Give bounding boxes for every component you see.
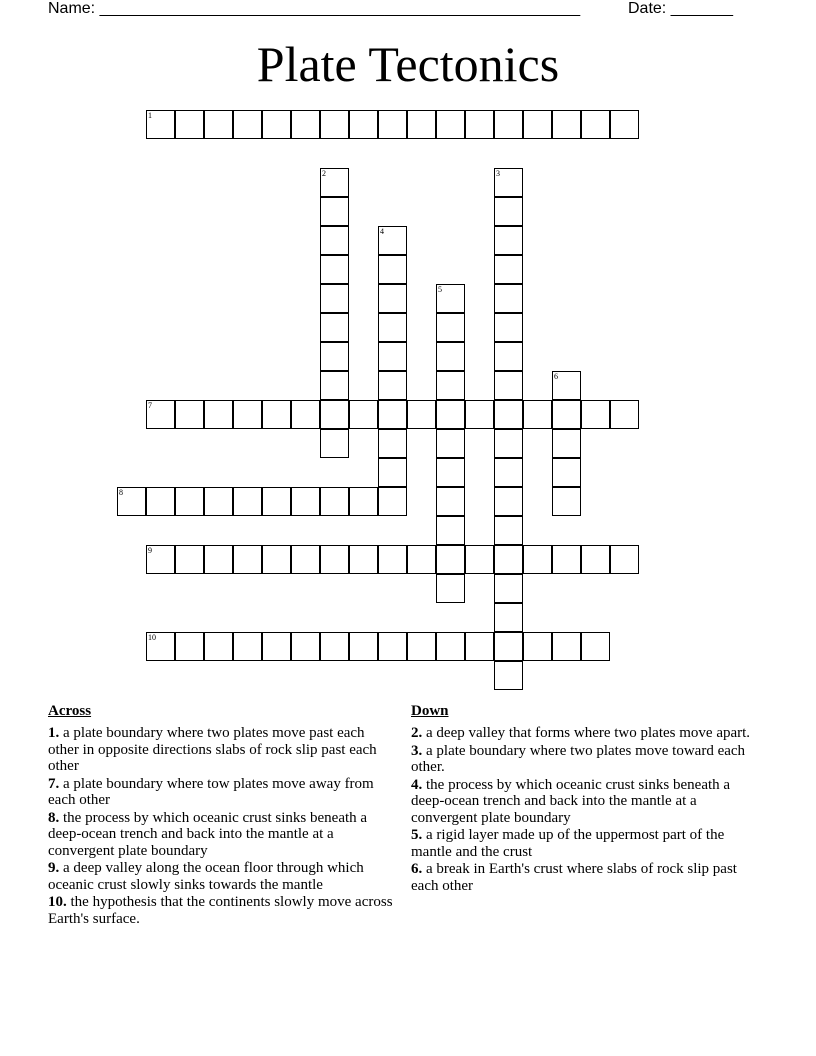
crossword-cell[interactable] (494, 458, 523, 487)
crossword-cell[interactable] (175, 545, 204, 574)
clue-number: 10. (48, 894, 67, 910)
down-clue-list (411, 725, 756, 894)
crossword-cell[interactable] (291, 487, 320, 516)
crossword-cell[interactable] (552, 487, 581, 516)
crossword-cell[interactable] (146, 110, 175, 139)
crossword-cell[interactable] (349, 545, 378, 574)
date-field[interactable]: Date: _______ (628, 0, 733, 17)
crossword-cell[interactable] (146, 632, 175, 661)
crossword-cell[interactable] (436, 632, 465, 661)
crossword-cell[interactable] (494, 603, 523, 632)
crossword-cell[interactable] (320, 226, 349, 255)
crossword-cell[interactable] (320, 110, 349, 139)
across-clue-list (48, 725, 398, 927)
down-clue (411, 827, 756, 860)
crossword-cell[interactable] (262, 400, 291, 429)
crossword-cell[interactable] (436, 313, 465, 342)
clue-text: a rigid layer made up of the uppermost part of the mantle and the crust (411, 827, 725, 860)
crossword-cell[interactable] (320, 255, 349, 284)
across-clue (48, 725, 398, 775)
crossword-cell[interactable] (465, 110, 494, 139)
crossword-cell[interactable] (320, 429, 349, 458)
clue-number-label: 1 (148, 111, 152, 120)
crossword-cell[interactable] (146, 487, 175, 516)
crossword-cell[interactable] (291, 632, 320, 661)
crossword-cell[interactable] (378, 487, 407, 516)
crossword-cell[interactable] (523, 632, 552, 661)
crossword-cell[interactable] (494, 342, 523, 371)
clue-text: a plate boundary where two plates move toward each other. (411, 742, 746, 775)
across-clues (48, 702, 398, 928)
crossword-cell[interactable] (494, 429, 523, 458)
crossword-cell[interactable] (552, 110, 581, 139)
crossword-cell[interactable] (378, 400, 407, 429)
crossword-cell[interactable] (494, 545, 523, 574)
crossword-cell[interactable] (204, 487, 233, 516)
crossword-cell[interactable] (291, 110, 320, 139)
crossword-cell[interactable] (320, 371, 349, 400)
crossword-cell[interactable] (349, 487, 378, 516)
crossword-cell[interactable] (378, 458, 407, 487)
crossword-cell[interactable] (378, 313, 407, 342)
crossword-cell[interactable] (552, 400, 581, 429)
crossword-cell[interactable] (378, 342, 407, 371)
down-clue (411, 743, 756, 776)
clue-number-label: 10 (148, 633, 156, 642)
crossword-cell[interactable] (262, 545, 291, 574)
crossword-cell[interactable] (610, 110, 639, 139)
clue-number: 6. (411, 861, 423, 877)
crossword-cell[interactable] (552, 371, 581, 400)
crossword-cell[interactable] (175, 632, 204, 661)
crossword-cell[interactable] (320, 197, 349, 226)
crossword-cell[interactable] (291, 400, 320, 429)
crossword-cell[interactable] (581, 110, 610, 139)
crossword-cell[interactable] (436, 458, 465, 487)
crossword-cell[interactable] (581, 545, 610, 574)
crossword-cell[interactable] (436, 110, 465, 139)
crossword-cell[interactable] (378, 371, 407, 400)
crossword-cell[interactable] (233, 632, 262, 661)
clue-number: 4. (411, 776, 423, 793)
crossword-cell[interactable] (204, 545, 233, 574)
crossword-cell[interactable] (407, 400, 436, 429)
crossword-cell[interactable] (204, 110, 233, 139)
clue-text: the process by which oceanic crust sinks beneath a deep-ocean trench and back into the mantle at a convergent plate boundary (48, 809, 368, 859)
clue-number: 5. (411, 827, 423, 843)
crossword-cell[interactable] (320, 313, 349, 342)
crossword-cell[interactable] (610, 545, 639, 574)
crossword-cell[interactable] (436, 284, 465, 313)
crossword-cell[interactable] (494, 110, 523, 139)
crossword-cell[interactable] (494, 574, 523, 603)
crossword-cell[interactable] (146, 400, 175, 429)
crossword-cell[interactable] (552, 458, 581, 487)
crossword-cell[interactable] (494, 487, 523, 516)
crossword-cell[interactable] (610, 400, 639, 429)
crossword-cell[interactable] (494, 255, 523, 284)
clue-number-label: 4 (380, 227, 384, 236)
crossword-cell[interactable] (407, 110, 436, 139)
crossword-cell[interactable] (320, 400, 349, 429)
down-clue (411, 777, 756, 827)
crossword-cell[interactable] (117, 487, 146, 516)
down-clue (411, 725, 756, 742)
crossword-cell[interactable] (320, 284, 349, 313)
across-clue (48, 810, 398, 860)
crossword-cell[interactable] (175, 487, 204, 516)
clue-number: 8. (48, 809, 60, 826)
crossword-cell[interactable] (233, 400, 262, 429)
clue-number-label: 5 (438, 285, 442, 294)
crossword-cell[interactable] (378, 545, 407, 574)
crossword-cell[interactable] (436, 342, 465, 371)
clue-number: 1. (48, 725, 60, 741)
crossword-cell[interactable] (494, 661, 523, 690)
crossword-cell[interactable] (436, 371, 465, 400)
crossword-cell[interactable] (320, 342, 349, 371)
clue-number-label: 3 (496, 169, 500, 178)
across-clue (48, 776, 398, 809)
crossword-cell[interactable] (378, 255, 407, 284)
clue-number-label: 7 (148, 401, 152, 410)
crossword-cell[interactable] (320, 632, 349, 661)
crossword-cell[interactable] (233, 487, 262, 516)
clue-text: a break in Earth's crust where slabs of rock slip past each other (411, 861, 737, 894)
clue-text: a plate boundary where two plates move past each other in opposite directions slabs of rock slip past each other (48, 725, 377, 774)
crossword-cell[interactable] (378, 226, 407, 255)
crossword-cell[interactable] (494, 632, 523, 661)
crossword-cell[interactable] (320, 545, 349, 574)
crossword-cell[interactable] (494, 168, 523, 197)
crossword-cell[interactable] (465, 400, 494, 429)
crossword-cell[interactable] (233, 110, 262, 139)
crossword-cell[interactable] (436, 574, 465, 603)
clue-number-label: 8 (119, 488, 123, 497)
crossword-cell[interactable] (552, 545, 581, 574)
crossword-cell[interactable] (262, 632, 291, 661)
clue-number-label: 6 (554, 372, 558, 381)
clue-text: a plate boundary where tow plates move away from each other (48, 775, 374, 808)
crossword-cell[interactable] (436, 400, 465, 429)
crossword-cell[interactable] (349, 400, 378, 429)
down-clue (411, 861, 756, 894)
crossword-cell[interactable] (349, 632, 378, 661)
clue-number: 9. (48, 860, 60, 876)
crossword-cell[interactable] (581, 400, 610, 429)
crossword-cell[interactable] (436, 545, 465, 574)
crossword-cell[interactable] (378, 110, 407, 139)
clue-text: the process by which oceanic crust sinks beneath a deep-ocean trench and back into the mantle at a convergent plate boundary (411, 776, 731, 826)
crossword-cell[interactable] (407, 632, 436, 661)
crossword-cell[interactable] (204, 400, 233, 429)
crossword-cell[interactable] (436, 429, 465, 458)
crossword-cell[interactable] (233, 545, 262, 574)
clue-number: 7. (48, 775, 60, 792)
page-title: Plate Tectonics (256, 36, 560, 92)
across-clue (48, 894, 398, 927)
crossword-cell[interactable] (581, 632, 610, 661)
crossword-cell[interactable] (494, 516, 523, 545)
crossword-cell[interactable] (494, 371, 523, 400)
across-heading: Across (48, 703, 92, 719)
clue-text: the hypothesis that the continents slowly move across Earth's surface. (48, 894, 393, 927)
crossword-cell[interactable] (291, 545, 320, 574)
crossword-cell[interactable] (378, 632, 407, 661)
crossword-cell[interactable] (552, 632, 581, 661)
crossword-cell[interactable] (465, 545, 494, 574)
crossword-cell[interactable] (204, 632, 233, 661)
clue-number-label: 9 (148, 546, 152, 555)
crossword-cell[interactable] (320, 168, 349, 197)
crossword-cell[interactable] (494, 400, 523, 429)
crossword-cell[interactable] (523, 110, 552, 139)
crossword-cell[interactable] (320, 487, 349, 516)
crossword-cell[interactable] (494, 284, 523, 313)
crossword-cell[interactable] (523, 545, 552, 574)
clue-number: 3. (411, 742, 423, 759)
crossword-cell[interactable] (465, 632, 494, 661)
crossword-cell[interactable] (349, 110, 378, 139)
crossword-cell[interactable] (494, 313, 523, 342)
crossword-cell[interactable] (378, 429, 407, 458)
crossword-cell[interactable] (175, 110, 204, 139)
clue-number-label: 2 (322, 169, 326, 178)
crossword-cell[interactable] (378, 284, 407, 313)
crossword-cell[interactable] (407, 545, 436, 574)
crossword-cell[interactable] (436, 487, 465, 516)
crossword-cell[interactable] (262, 110, 291, 139)
down-clues (411, 702, 756, 895)
crossword-cell[interactable] (523, 400, 552, 429)
crossword-cell[interactable] (494, 197, 523, 226)
crossword-cell[interactable] (175, 400, 204, 429)
clue-text: a deep valley that forms where two plates move apart. (422, 725, 751, 741)
down-heading: Down (411, 703, 449, 719)
crossword-cell[interactable] (494, 226, 523, 255)
crossword-cell[interactable] (436, 516, 465, 545)
name-field[interactable]: Name: ______________________________________________________ (48, 0, 581, 17)
crossword-cell[interactable] (262, 487, 291, 516)
crossword-cell[interactable] (552, 429, 581, 458)
clue-number: 2. (411, 725, 423, 741)
across-clue (48, 860, 398, 893)
crossword-cell[interactable] (146, 545, 175, 574)
clue-text: a deep valley along the ocean floor through which oceanic crust slowly sinks towards the mantle (48, 860, 364, 893)
